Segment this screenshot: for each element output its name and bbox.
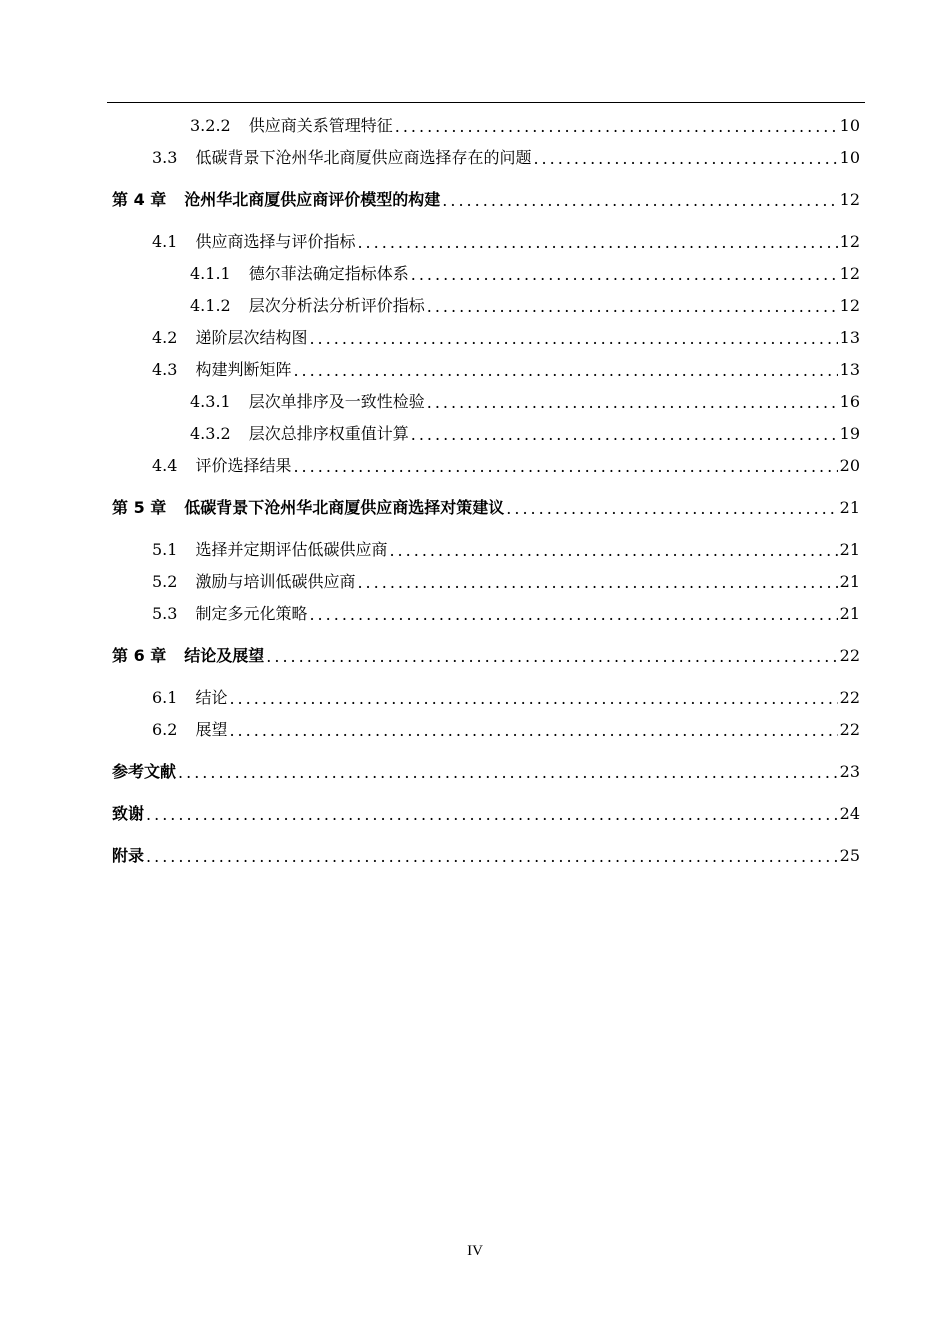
toc-entry-page-number: 25 — [839, 846, 860, 865]
toc-entry-label — [190, 264, 409, 284]
toc-entry-title: 结论及展望 — [184, 646, 265, 665]
toc-entry-label — [152, 328, 307, 348]
toc-entry-label — [190, 296, 425, 316]
toc-entry-title: 参考文献 — [112, 762, 177, 781]
toc-entry-title: 德尔菲法确定指标体系 — [248, 264, 409, 283]
toc-entry-page-number: 21 — [839, 604, 860, 623]
toc-entry-label — [152, 604, 307, 624]
toc-entry-page-number: 22 — [839, 688, 860, 707]
dot-leader — [442, 192, 837, 210]
dot-leader — [229, 690, 837, 708]
toc-entry-label — [190, 392, 425, 412]
toc-entry-number: 4.1 — [152, 232, 178, 251]
toc-entry-number: 第 6 章 — [112, 646, 167, 665]
toc-entry-page-number: 12 — [839, 264, 860, 283]
dot-leader — [411, 426, 838, 444]
toc-entry-page-number: 21 — [839, 540, 860, 559]
toc-entry-label — [152, 148, 531, 168]
toc-entry-page-number: 21 — [839, 498, 860, 517]
toc-entry-number: 第 4 章 — [112, 190, 167, 209]
toc-entry-page-number: 10 — [839, 148, 860, 167]
toc-entry[interactable] — [112, 846, 860, 866]
toc-entry[interactable] — [112, 116, 860, 136]
toc-entry-title: 致谢 — [112, 804, 145, 823]
toc-entry-page-number: 21 — [839, 572, 860, 591]
toc-entry-label — [152, 572, 355, 592]
table-of-contents — [112, 116, 860, 866]
toc-entry-page-number: 16 — [839, 392, 860, 411]
toc-entry-label — [152, 456, 291, 476]
toc-entry-page-number: 12 — [839, 296, 860, 315]
toc-entry-number: 4.1.1 — [190, 264, 231, 283]
toc-entry-title: 制定多元化策略 — [195, 604, 308, 623]
dot-leader — [146, 848, 838, 866]
toc-entry-page-number: 13 — [839, 328, 860, 347]
dot-leader — [506, 500, 837, 518]
toc-entry[interactable] — [112, 604, 860, 624]
toc-entry[interactable] — [112, 572, 860, 592]
dot-leader — [357, 574, 837, 592]
toc-entry[interactable] — [112, 762, 860, 782]
toc-entry[interactable] — [112, 646, 860, 666]
dot-leader — [395, 118, 838, 136]
toc-entry-page-number: 12 — [839, 232, 860, 251]
dot-leader — [178, 764, 838, 782]
toc-entry-title: 沧州华北商厦供应商评价模型的构建 — [184, 190, 441, 209]
toc-entry-title: 递阶层次结构图 — [195, 328, 308, 347]
toc-entry-title: 激励与培训低碳供应商 — [195, 572, 356, 591]
toc-entry-page-number: 22 — [839, 646, 860, 665]
toc-entry[interactable] — [112, 456, 860, 476]
toc-entry[interactable] — [112, 232, 860, 252]
toc-entry-title: 层次单排序及一致性检验 — [248, 392, 425, 411]
toc-entry-label — [152, 688, 227, 708]
toc-entry-page-number: 24 — [839, 804, 860, 823]
toc-entry[interactable] — [112, 392, 860, 412]
toc-entry[interactable] — [112, 540, 860, 560]
toc-entry-title: 供应商选择与评价指标 — [195, 232, 356, 251]
toc-entry[interactable] — [112, 498, 860, 518]
toc-entry-number: 4.2 — [152, 328, 178, 347]
toc-entry-label — [152, 720, 227, 740]
toc-entry[interactable] — [112, 424, 860, 444]
toc-entry-title: 层次总排序权重值计算 — [248, 424, 409, 443]
dot-leader — [293, 362, 837, 380]
toc-entry[interactable] — [112, 190, 860, 210]
toc-entry[interactable] — [112, 328, 860, 348]
toc-entry-title: 附录 — [112, 846, 145, 865]
toc-entry-title: 低碳背景下沧州华北商厦供应商选择存在的问题 — [195, 148, 532, 167]
dot-leader — [293, 458, 837, 476]
toc-entry-number: 6.2 — [152, 720, 178, 739]
toc-entry-number: 4.1.2 — [190, 296, 231, 315]
header-rule — [107, 102, 865, 103]
toc-entry-page-number: 19 — [839, 424, 860, 443]
toc-entry[interactable] — [112, 296, 860, 316]
toc-entry[interactable] — [112, 720, 860, 740]
dot-leader — [357, 234, 837, 252]
toc-entry-title: 展望 — [195, 720, 228, 739]
toc-entry-label — [112, 846, 144, 866]
dot-leader — [309, 606, 837, 624]
toc-entry-label — [190, 424, 409, 444]
toc-entry-label — [152, 232, 355, 252]
toc-entry[interactable] — [112, 688, 860, 708]
toc-entry-title: 结论 — [195, 688, 228, 707]
toc-entry-number: 5.3 — [152, 604, 178, 623]
toc-entry-label — [112, 804, 144, 824]
dot-leader — [309, 330, 837, 348]
toc-entry-number: 4.3 — [152, 360, 178, 379]
toc-entry-page-number: 23 — [839, 762, 860, 781]
toc-entry-label — [152, 540, 387, 560]
toc-entry-label — [112, 646, 264, 666]
toc-entry-page-number: 10 — [839, 116, 860, 135]
toc-entry[interactable] — [112, 148, 860, 168]
dot-leader — [533, 150, 837, 168]
toc-entry-title: 选择并定期评估低碳供应商 — [195, 540, 388, 559]
toc-entry-page-number: 20 — [839, 456, 860, 475]
toc-entry-number: 5.2 — [152, 572, 178, 591]
toc-entry-number: 5.1 — [152, 540, 178, 559]
toc-entry-title: 构建判断矩阵 — [195, 360, 292, 379]
toc-entry-title: 供应商关系管理特征 — [248, 116, 393, 135]
page-footer-number: IV — [467, 1243, 483, 1259]
toc-entry-label — [112, 762, 176, 782]
toc-entry-number: 3.3 — [152, 148, 178, 167]
toc-entry[interactable] — [112, 264, 860, 284]
toc-entry-number: 第 5 章 — [112, 498, 167, 517]
dot-leader — [229, 722, 837, 740]
dot-leader — [146, 806, 838, 824]
toc-entry-title: 层次分析法分析评价指标 — [248, 296, 425, 315]
dot-leader — [427, 298, 838, 316]
dot-leader — [427, 394, 838, 412]
toc-entry-label — [152, 360, 291, 380]
dot-leader — [266, 648, 837, 666]
toc-entry-label — [112, 498, 504, 518]
dot-leader — [389, 542, 837, 560]
toc-entry-title: 低碳背景下沧州华北商厦供应商选择对策建议 — [184, 498, 505, 517]
toc-entry-label — [190, 116, 393, 136]
toc-entry-number: 6.1 — [152, 688, 178, 707]
toc-entry[interactable] — [112, 804, 860, 824]
toc-entry-page-number: 13 — [839, 360, 860, 379]
toc-entry-number: 4.3.1 — [190, 392, 231, 411]
toc-entry-title: 评价选择结果 — [195, 456, 292, 475]
toc-entry-number: 4.3.2 — [190, 424, 231, 443]
toc-entry-number: 4.4 — [152, 456, 178, 475]
toc-entry-number: 3.2.2 — [190, 116, 231, 135]
toc-entry-label — [112, 190, 440, 210]
toc-entry[interactable] — [112, 360, 860, 380]
toc-entry-page-number: 22 — [839, 720, 860, 739]
dot-leader — [411, 266, 838, 284]
toc-entry-page-number: 12 — [839, 190, 860, 209]
